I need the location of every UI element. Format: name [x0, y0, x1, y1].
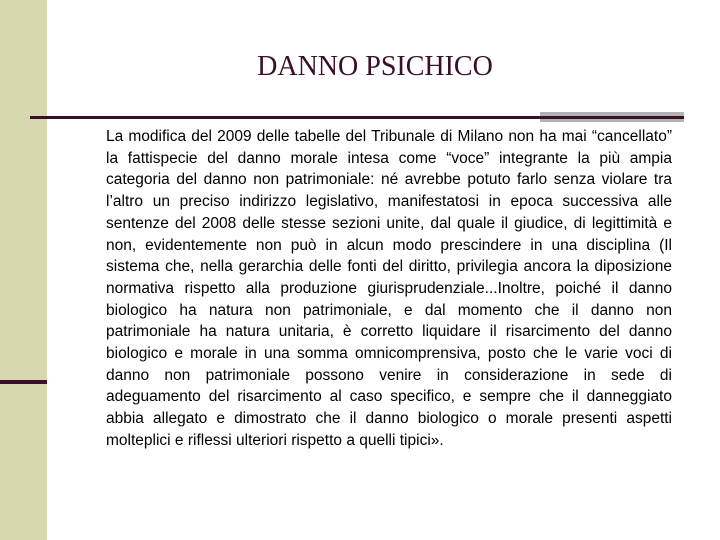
- title-underline-accent: [540, 112, 684, 122]
- left-band-divider: [0, 380, 47, 384]
- slide-title: DANNO PSICHICO: [257, 51, 493, 82]
- slide-body-text: La modifica del 2009 delle tabelle del Tribunale di Milano non ha mai “cancellato” la fattispecie del danno morale intesa come “voce” integrante la più ampia categoria del danno non patrimoniale: né avrebbe potuto farlo senza violare tra l’altro un preciso indirizzo legislativo, manifestatosi in epoca successiva alle sentenze del 2008 delle stesse sezioni unite, dal quale il giudice, di legittimità e non, evidentemente non può in alcun modo prescindere in una disciplina (Il sistema che, nella gerarchia delle fonti del diritto, privilegia ancora la diposizione normativa rispetto alla produzione giurisprudenziale...Inoltre, poiché il danno biologico ha natura non patrimoniale, e dal momento che il danno non patrimoniale ha natura unitaria, è corretto liquidare il risarcimento del danno biologico e morale in una somma omnicomprensiva, posto che le varie voci di danno non patrimoniale possono venire in considerazione in sede di adeguamento del risarcimento al caso specifico, e sempre che il danneggiato abbia allegato e dimostrato che il danno biologico o morale presenti aspetti molteplici e riflessi ulteriori rispetto a quelli tipici».: [106, 128, 672, 449]
- left-decorative-band: [0, 0, 47, 540]
